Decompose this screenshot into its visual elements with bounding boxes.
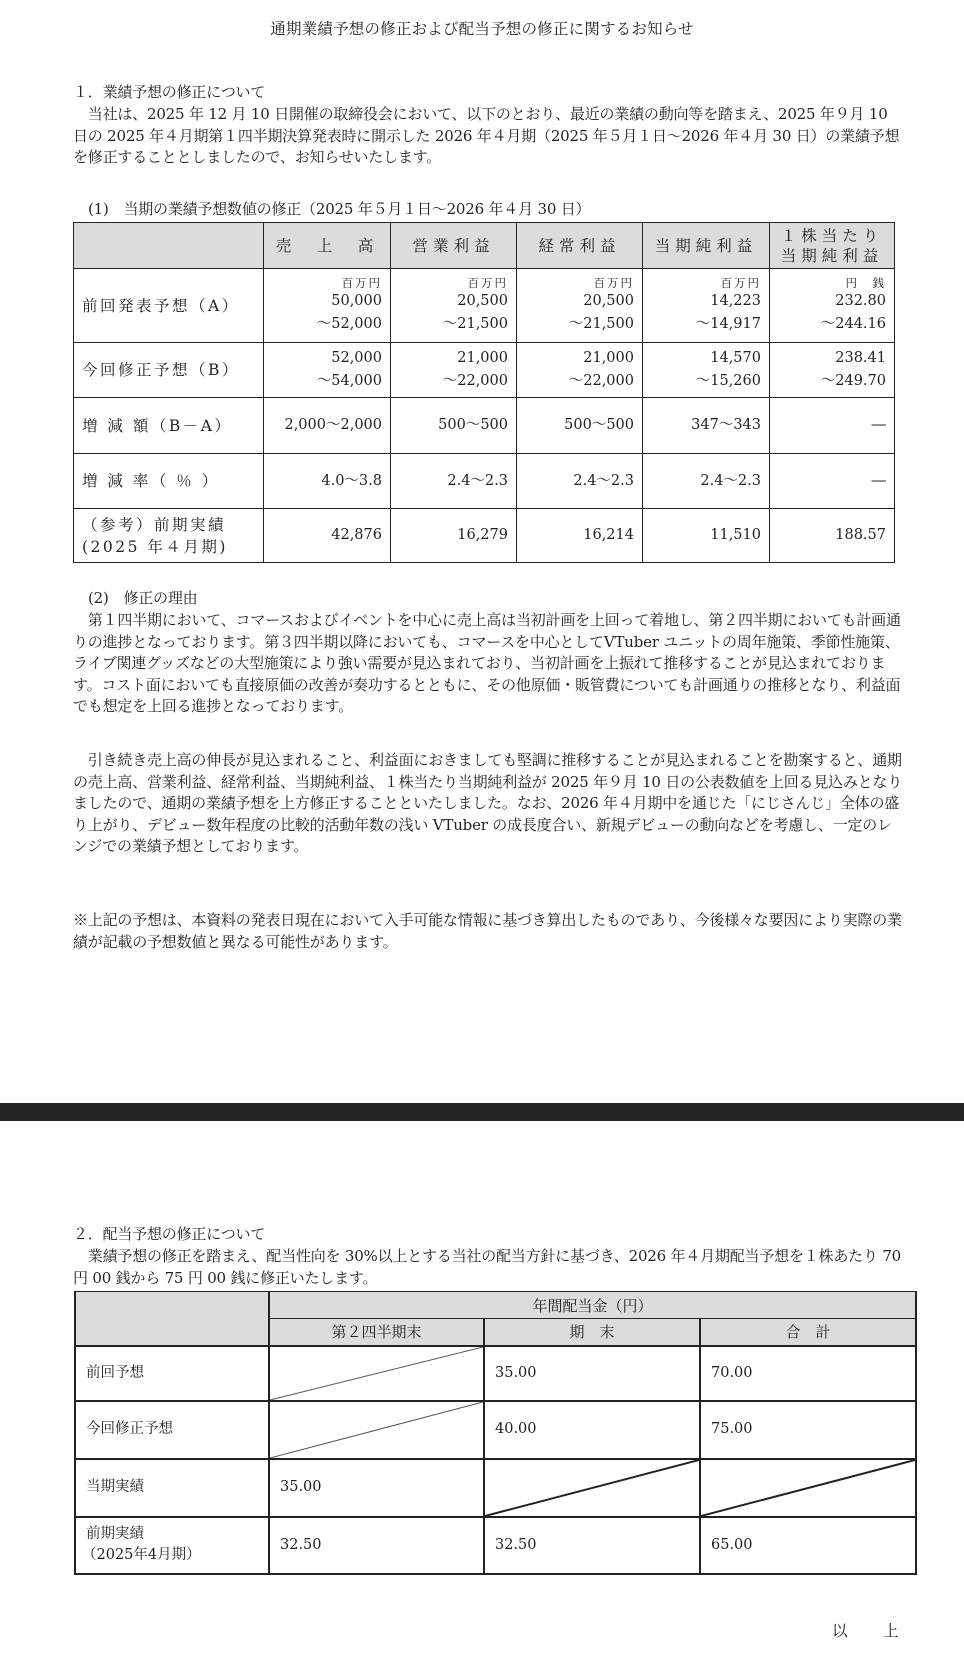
table-row — [75, 1401, 916, 1459]
cell-eps: ― — [770, 398, 895, 454]
row-label: 増 減 率（ ％ ） — [74, 454, 264, 509]
row-label: （参考）前期実績 (2025 年４月期) — [74, 509, 264, 563]
cell-q2-end: 35.00 — [269, 1459, 484, 1517]
row-label: 今回修正予想（B） — [74, 343, 264, 398]
cell-net-income: 11,510 — [643, 509, 770, 563]
empty-cell-slash — [700, 1459, 916, 1517]
header-annual-dividend: 年間配当金（円） — [269, 1292, 916, 1319]
cell-year-end: 35.00 — [484, 1346, 700, 1401]
cell-operating-income: 21,000 ～22,000 — [391, 343, 517, 398]
cell-ordinary-income: 2.4～2.3 — [517, 454, 643, 509]
row-label: 前回発表予想（A） — [74, 269, 264, 343]
row-label: 今回修正予想 — [75, 1401, 269, 1459]
header-eps: １株当たり 当期純利益 — [770, 223, 895, 269]
cell-net-income: 2.4～2.3 — [643, 454, 770, 509]
header-sales: 売 上 高 — [264, 223, 391, 269]
cell-ordinary-income: 500～500 — [517, 398, 643, 454]
header-ordinary-income: 経常利益 — [517, 223, 643, 269]
table-row — [74, 509, 895, 563]
document-title: 通期業績予想の修正および配当予想の修正に関するお知らせ — [270, 20, 694, 38]
cell-eps: 238.41 ～249.70 — [770, 343, 895, 398]
cell-operating-income: 百万円 20,500 ～21,500 — [391, 269, 517, 343]
row-label: 増 減 額（B－A） — [74, 398, 264, 454]
cell-net-income: 百万円 14,223 ～14,917 — [643, 269, 770, 343]
section1-heading: １．業績予想の修正について — [73, 83, 266, 101]
cell-total: 75.00 — [700, 1401, 916, 1459]
cell-sales: 2,000～2,000 — [264, 398, 391, 454]
table-row — [74, 343, 895, 398]
cell-total: 65.00 — [700, 1517, 916, 1574]
dividend-group-header-row — [75, 1292, 916, 1319]
cell-net-income: 14,570 ～15,260 — [643, 343, 770, 398]
cell-net-income: 347～343 — [643, 398, 770, 454]
cell-sales: 42,876 — [264, 509, 391, 563]
table-row — [74, 269, 895, 343]
header-blank — [75, 1292, 269, 1346]
dividend-table — [74, 1291, 917, 1575]
reason-heading: (2) 修正の理由 — [88, 589, 198, 607]
cell-sales: 4.0～3.8 — [264, 454, 391, 509]
forecast-note: ※上記の予想は、本資料の発表日現在において入手可能な情報に基づき算出したものであり、今後様々な要因により実際の業績が記載の予想数値と異なる可能性があります。 — [73, 911, 902, 951]
cell-year-end: 32.50 — [484, 1517, 700, 1574]
cell-eps: ― — [770, 454, 895, 509]
header-total: 合 計 — [700, 1319, 916, 1346]
table-row — [75, 1459, 916, 1517]
cell-year-end: 40.00 — [484, 1401, 700, 1459]
cell-operating-income: 2.4～2.3 — [391, 454, 517, 509]
forecast-table — [73, 222, 895, 563]
table-row — [74, 398, 895, 454]
cell-eps: 円 銭 232.80 ～244.16 — [770, 269, 895, 343]
cell-operating-income: 500～500 — [391, 398, 517, 454]
header-net-income: 当期純利益 — [643, 223, 770, 269]
cell-operating-income: 16,279 — [391, 509, 517, 563]
reason-paragraph-2: 引き続き売上高の伸長が見込まれること、利益面におきましても堅調に推移することが見込まれることを勘案すると、通期の売上高、営業利益、経常利益、当期純利益、１株当たり当期純利益が 2025 年９月 10 日の公表数値を上回る見込みとなりましたので、通期の業績予想を上方修正することといたしました。なお、2026 年４月期中を通じた「にじさんじ」全体の盛り上がり、デビュー数年程度の比較的活動年数の浅い VTuber の成長度合い、新規デビューの動向などを考慮し、一定のレンジでの業績予想としております。 — [73, 751, 903, 855]
section2-heading: ２．配当予想の修正について — [73, 1225, 266, 1243]
table-row — [75, 1517, 916, 1574]
cell-eps: 188.57 — [770, 509, 895, 563]
header-q2-end: 第２四半期末 — [269, 1319, 484, 1346]
empty-cell-slash — [269, 1346, 484, 1401]
header-blank — [74, 223, 264, 269]
forecast-table-caption: (1) 当期の業績予想数値の修正（2025 年５月１日～2026 年４月 30 日） — [88, 200, 591, 218]
table-row — [75, 1346, 916, 1401]
empty-cell-slash — [269, 1401, 484, 1459]
cell-sales: 百万円 50,000 ～52,000 — [264, 269, 391, 343]
row-label: 前回予想 — [75, 1346, 269, 1401]
table-row — [74, 454, 895, 509]
forecast-header-row — [74, 223, 895, 269]
cell-sales: 52,000 ～54,000 — [264, 343, 391, 398]
closing-mark: 以 上 — [832, 1622, 909, 1640]
cell-ordinary-income: 百万円 20,500 ～21,500 — [517, 269, 643, 343]
section1-intro: 当社は、2025 年 12 月 10 日開催の取締役会において、以下のとおり、最近の業績の動向等を踏まえ、2025 年９月 10 日の 2025 年４月期第１四半期決算発表時に開示した 2026 年４月期（2025 年５月１日～2026 年４月 30 日）の業績予想を修正することとしましたので、お知らせいたします。 — [73, 105, 900, 166]
header-operating-income: 営業利益 — [391, 223, 517, 269]
cell-total: 70.00 — [700, 1346, 916, 1401]
header-year-end: 期 末 — [484, 1319, 700, 1346]
cell-ordinary-income: 16,214 — [517, 509, 643, 563]
row-label: 当期実績 — [75, 1459, 269, 1517]
cell-q2-end: 32.50 — [269, 1517, 484, 1574]
page-separator — [0, 1103, 964, 1121]
cell-ordinary-income: 21,000 ～22,000 — [517, 343, 643, 398]
reason-paragraph-1: 第１四半期において、コマースおよびイベントを中心に売上高は当初計画を上回って着地し、第２四半期においても計画通りの進捗となっております。第３四半期以降においても、コマースを中心としてVTuber ユニットの周年施策、季節性施策、ライブ関連グッズなどの大型施策により強い需要が見込まれており、当初計画を上振れて推移することが見込まれております。コスト面においても直接原価の改善が奏功するとともに、その他原価・販管費についても計画通りの推移となり、利益面でも想定を上回る進捗となっております。 — [73, 611, 901, 715]
row-label: 前期実績 （2025年4月期） — [75, 1517, 269, 1574]
empty-cell-slash — [484, 1459, 700, 1517]
section2-intro: 業績予想の修正を踏まえ、配当性向を 30%以上とする当社の配当方針に基づき、2026 年４月期配当予想を１株あたり 70 円 00 銭から 75 円 00 銭に修正いたします。 — [73, 1247, 906, 1287]
